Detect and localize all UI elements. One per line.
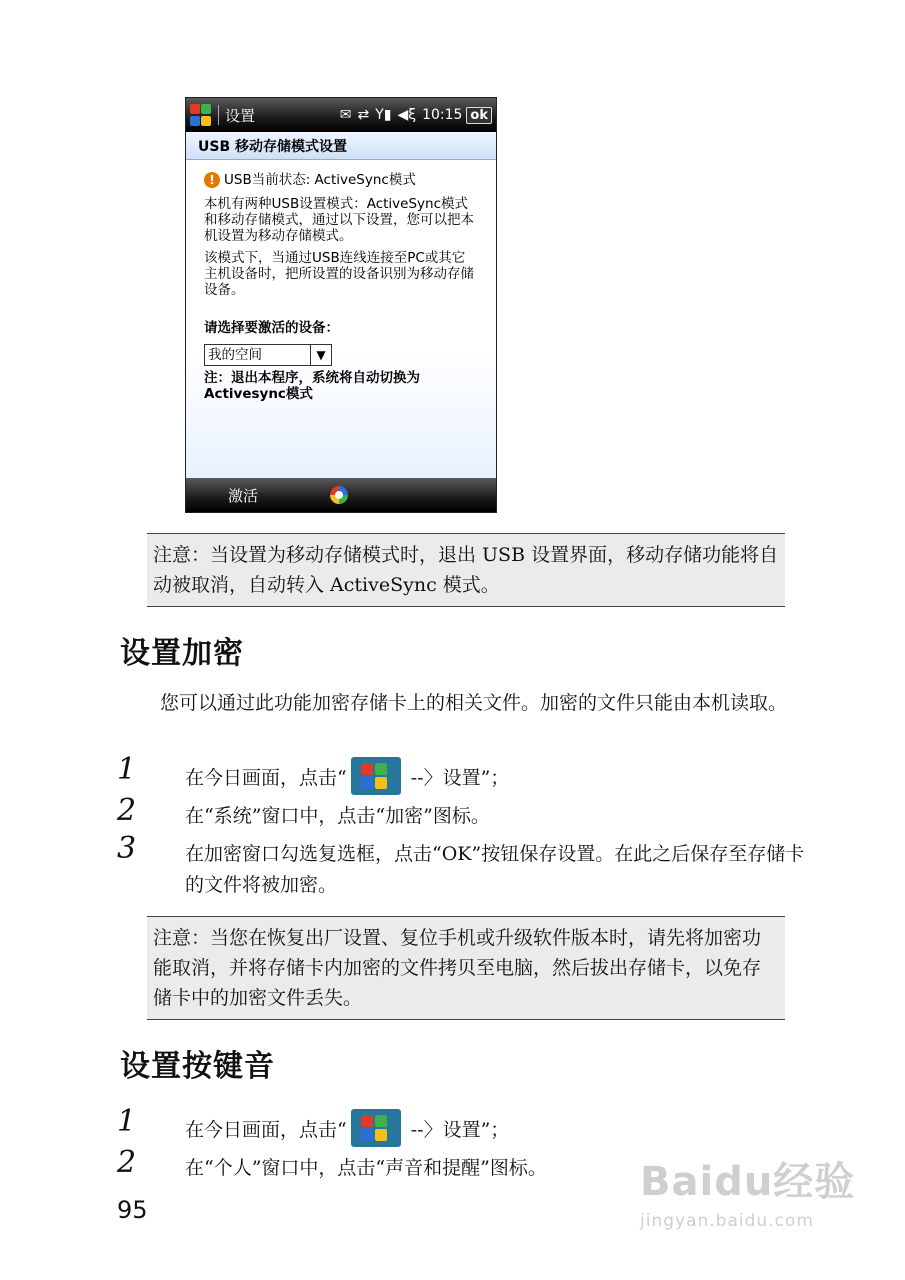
note-box-1: 注意：当设置为移动存储模式时，退出 USB 设置界面，移动存储功能将自动被取消，自动转入 ActiveSync 模式。 bbox=[147, 533, 785, 607]
device-select-label: 请选择要激活的设备： bbox=[204, 320, 339, 336]
step-number: 3 bbox=[117, 831, 137, 866]
phone-screenshot bbox=[185, 97, 497, 513]
step-text-after: --〉设置”； bbox=[404, 1119, 510, 1141]
step-number: 1 bbox=[117, 1104, 137, 1139]
chevron-down-icon[interactable]: ▼ bbox=[310, 345, 331, 365]
section-intro-encryption: 您可以通过此功能加密存储卡上的相关文件。加密的文件只能由本机读取。 bbox=[160, 692, 788, 714]
step-text-before: 在今日画面，点击“ bbox=[185, 1119, 347, 1141]
phone-note: 注：退出本程序，系统将自动切换为Activesync模式 bbox=[204, 370, 420, 402]
windows-start-icon[interactable] bbox=[190, 104, 212, 126]
activate-softkey[interactable]: 激活 bbox=[228, 486, 259, 505]
encryption-step-1 bbox=[117, 752, 817, 798]
title-divider bbox=[218, 105, 219, 125]
phone-title-bar bbox=[186, 98, 496, 132]
warning-icon: ! bbox=[204, 172, 220, 188]
baidu-watermark bbox=[640, 1150, 860, 1250]
input-panel-icon[interactable] bbox=[330, 486, 348, 504]
usb-status bbox=[204, 172, 486, 188]
watermark-url: jingyan.baidu.com bbox=[640, 1211, 814, 1231]
step-number: 2 bbox=[117, 1145, 137, 1180]
step-number: 2 bbox=[117, 793, 137, 828]
status-icons bbox=[340, 107, 463, 123]
speaker-icon: ◀ξ bbox=[397, 107, 417, 123]
windows-start-icon bbox=[351, 1109, 401, 1147]
step-text: 在“系统”窗口中，点击“加密”图标。 bbox=[185, 805, 490, 827]
step-text: 在“个人”窗口中，点击“声音和提醒”图标。 bbox=[185, 1157, 547, 1179]
clock-time: 10:15 bbox=[422, 107, 463, 123]
watermark-logo: Baidu经验 bbox=[640, 1159, 856, 1205]
encryption-step-2 bbox=[117, 793, 817, 832]
step-text-after: --〉设置”； bbox=[404, 767, 510, 789]
keytone-step-1 bbox=[117, 1104, 817, 1150]
device-select-value: 我的空间 bbox=[208, 347, 262, 363]
section-title-encryption: 设置加密 bbox=[120, 636, 244, 671]
phone-paragraph-2: 该模式下，当通过USB连线连接至PC或其它主机设备时，把所设置的设备识别为移动存储设备。 bbox=[204, 250, 474, 298]
page-number: 95 bbox=[117, 1196, 148, 1224]
phone-content bbox=[186, 160, 496, 480]
sync-icon: ⇄ bbox=[357, 107, 370, 123]
phone-app-title: 设置 bbox=[225, 106, 256, 125]
signal-icon: Y▮ bbox=[375, 107, 392, 123]
usb-status-text: USB当前状态: ActiveSync模式 bbox=[224, 172, 416, 188]
step-number: 1 bbox=[117, 752, 137, 787]
step-text: 在加密窗口勾选复选框，点击“OK”按钮保存设置。在此之后保存至存储卡的文件将被加密。 bbox=[185, 843, 805, 896]
notification-icon: ✉ bbox=[339, 107, 352, 123]
phone-softkey-bar bbox=[186, 478, 496, 512]
ok-button[interactable]: ok bbox=[466, 107, 492, 124]
note-box-2: 注意：当您在恢复出厂设置、复位手机或升级软件版本时，请先将加密功能取消，并将存储卡内加密的文件拷贝至电脑，然后拔出存储卡，以免存储卡中的加密文件丢失。 bbox=[147, 916, 785, 1020]
section-title-keytone: 设置按键音 bbox=[120, 1049, 275, 1084]
phone-page-heading: USB 移动存储模式设置 bbox=[186, 132, 496, 160]
encryption-step-3 bbox=[117, 831, 817, 901]
windows-start-icon bbox=[351, 757, 401, 795]
device-select[interactable] bbox=[204, 344, 332, 366]
step-text-before: 在今日画面，点击“ bbox=[185, 767, 347, 789]
phone-paragraph-1: 本机有两种USB设置模式：ActiveSync模式和移动存储模式，通过以下设置，您可以把本机设置为移动存储模式。 bbox=[204, 196, 474, 244]
